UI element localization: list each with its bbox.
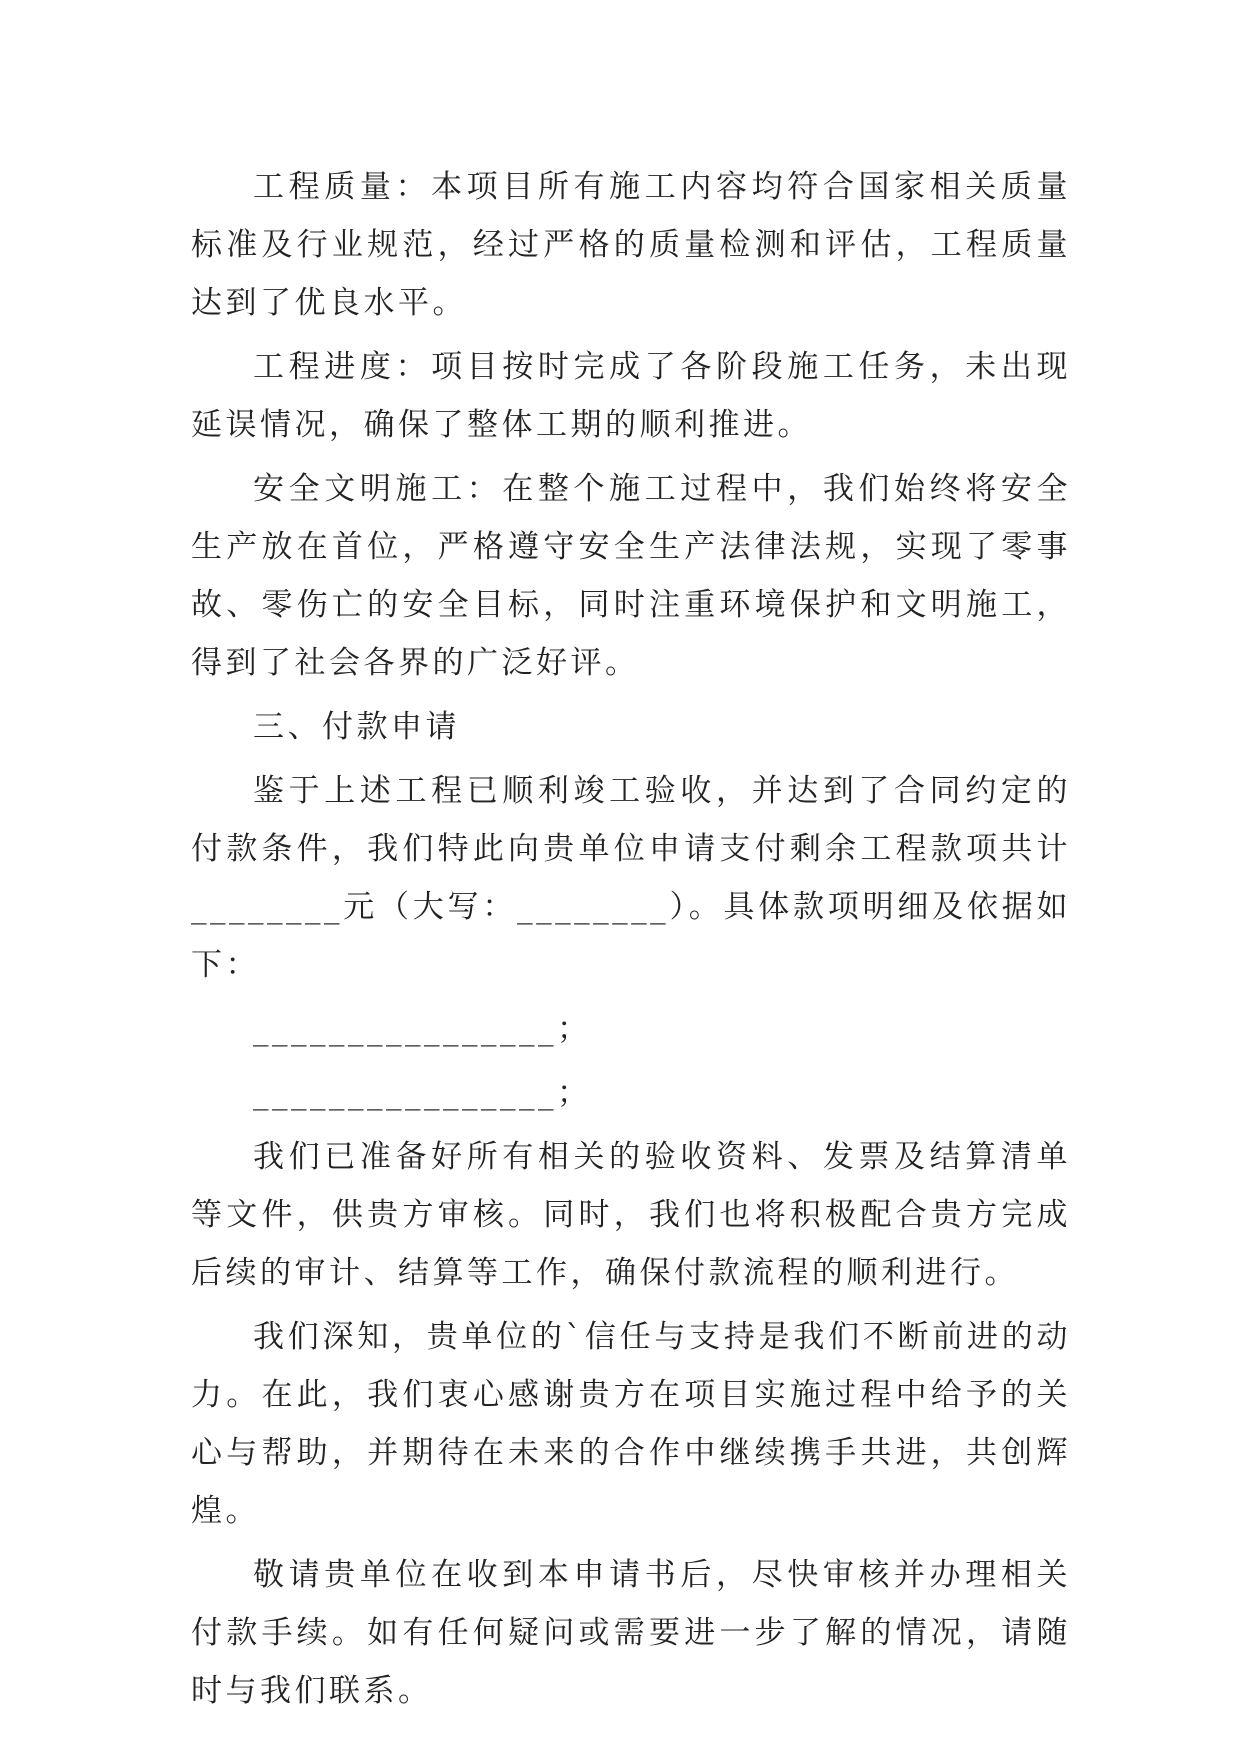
payment-detail-blank-1: ________________； [253,1011,592,1047]
payment-detail-blank-2: ________________； [253,1075,592,1111]
paragraph-gratitude: 我们深知，贵单位的`信任与支持是我们不断前进的动力。在此，我们衷心感谢贵方在项目实施过程中给予的关心与帮助，并期待在未来的合作中继续携手共进，共创辉煌。 [191,1319,1071,1529]
paragraph-engineering-progress: 工程进度：项目按时完成了各阶段施工任务，未出现延误情况，确保了整体工期的顺利推进。 [191,349,1071,443]
document-body [191,158,1071,1726]
paragraph-safety-construction: 安全文明施工：在整个施工过程中，我们始终将安全生产放在首位，严格遵守安全生产法律法规，实现了零事故、零伤亡的安全目标，同时注重环境保护和文明施工，得到了社会各界的广泛好评。 [191,471,1071,681]
paragraph-engineering-quality: 工程质量：本项目所有施工内容均符合国家相关质量标准及行业规范，经过严格的质量检测和评估，工程质量达到了优良水平。 [191,169,1071,321]
paragraph-documents-prepared: 我们已准备好所有相关的验收资料、发票及结算清单等文件，供贵方审核。同时，我们也将积极配合贵方完成后续的审计、结算等工作，确保付款流程的顺利进行。 [191,1139,1071,1291]
section-heading-payment-request: 三、付款申请 [253,709,460,745]
paragraph-payment-amount: 鉴于上述工程已顺利竣工验收，并达到了合同约定的付款条件，我们特此向贵单位申请支付剩余工程款项共计________元（大写：________）。具体款项明细及依据如下： [191,773,1071,983]
paragraph-closing-request: 敬请贵单位在收到本申请书后，尽快审核并办理相关付款手续。如有任何疑问或需要进一步了解的情况，请随时与我们联系。 [191,1557,1071,1709]
